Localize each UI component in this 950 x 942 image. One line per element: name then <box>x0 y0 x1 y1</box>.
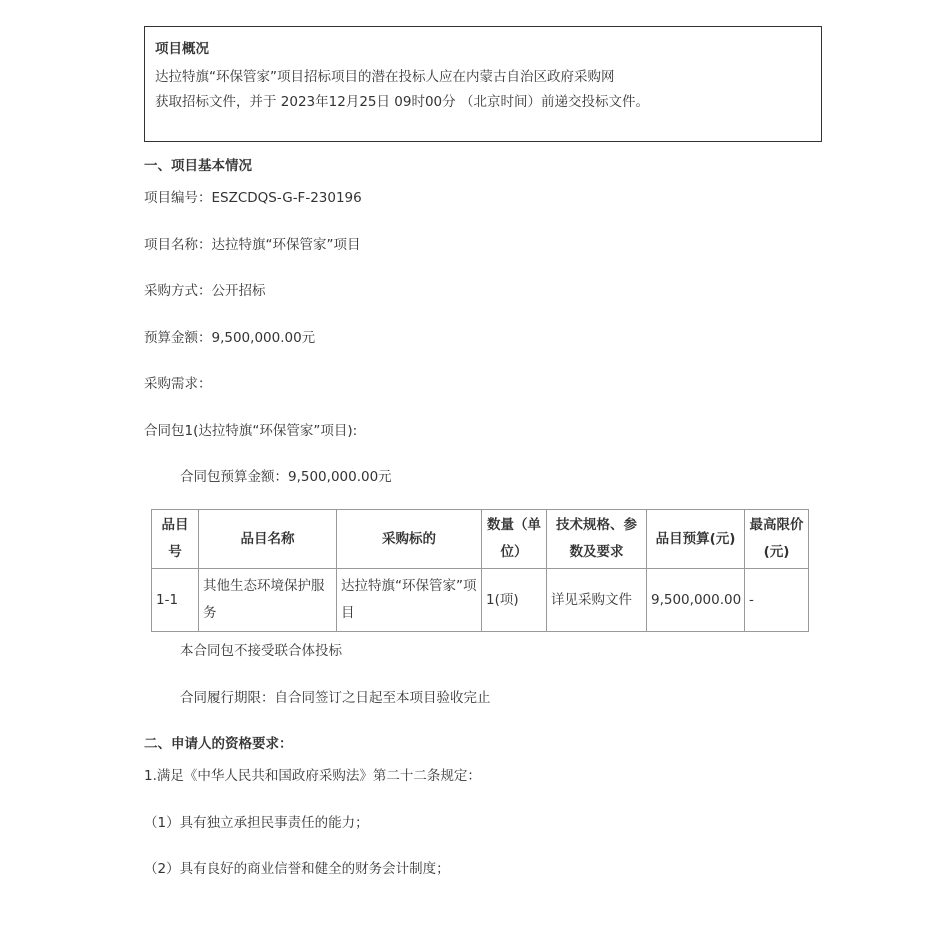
requirement-item-1: 1.满足《中华人民共和国政府采购法》第二十二条规定： <box>144 768 481 784</box>
procurement-method: 采购方式：公开招标 <box>144 283 266 299</box>
section2-heading: 二、申请人的资格要求： <box>144 736 293 752</box>
table-row <box>152 569 809 632</box>
cell-item-name: 其他生态环境保护服务 <box>199 569 337 632</box>
project-name: 项目名称：达拉特旗“环保管家”项目 <box>144 237 361 253</box>
overview-line-2: 获取招标文件，并于 2023年12月25日 09时00分 （北京时间）前递交投标文件。 <box>155 94 649 110</box>
contract-package: 合同包1(达拉特旗“环保管家”项目): <box>144 423 358 439</box>
cell-item-no: 1-1 <box>152 569 199 632</box>
requirement-sub-2: （2）具有良好的商业信誉和健全的财务会计制度； <box>144 861 450 877</box>
no-joint-bid-note: 本合同包不接受联合体投标 <box>180 643 342 659</box>
project-number: 项目编号：ESZCDQS-G-F-230196 <box>144 190 362 206</box>
package-budget: 合同包预算金额：9,500,000.00元 <box>180 469 392 485</box>
col-header-budget: 品目预算(元) <box>647 510 745 569</box>
items-table <box>151 509 809 632</box>
cell-spec: 详见采购文件 <box>547 569 647 632</box>
col-header-spec: 技术规格、参数及要求 <box>547 510 647 569</box>
cell-budget: 9,500,000.00 <box>647 569 745 632</box>
overview-title: 项目概况 <box>155 41 209 57</box>
section1-heading: 一、项目基本情况 <box>144 158 252 174</box>
project-overview-box <box>144 26 822 142</box>
budget-amount: 预算金额：9,500,000.00元 <box>144 330 316 346</box>
col-header-max-price: 最高限价(元) <box>745 510 809 569</box>
col-header-item-name: 品目名称 <box>199 510 337 569</box>
procurement-demand: 采购需求： <box>144 376 212 392</box>
cell-target: 达拉特旗“环保管家”项目 <box>337 569 482 632</box>
cell-quantity: 1(项) <box>482 569 547 632</box>
cell-max-price: - <box>745 569 809 632</box>
overview-line-1: 达拉特旗“环保管家”项目招标项目的潜在投标人应在内蒙古自治区政府采购网 <box>155 69 615 85</box>
contract-period: 合同履行期限：自合同签订之日起至本项目验收完止 <box>180 690 491 706</box>
col-header-item-no: 品目号 <box>152 510 199 569</box>
col-header-target: 采购标的 <box>337 510 482 569</box>
requirement-sub-1: （1）具有独立承担民事责任的能力； <box>144 815 369 831</box>
table-header-row <box>152 510 809 569</box>
col-header-quantity: 数量（单位） <box>482 510 547 569</box>
